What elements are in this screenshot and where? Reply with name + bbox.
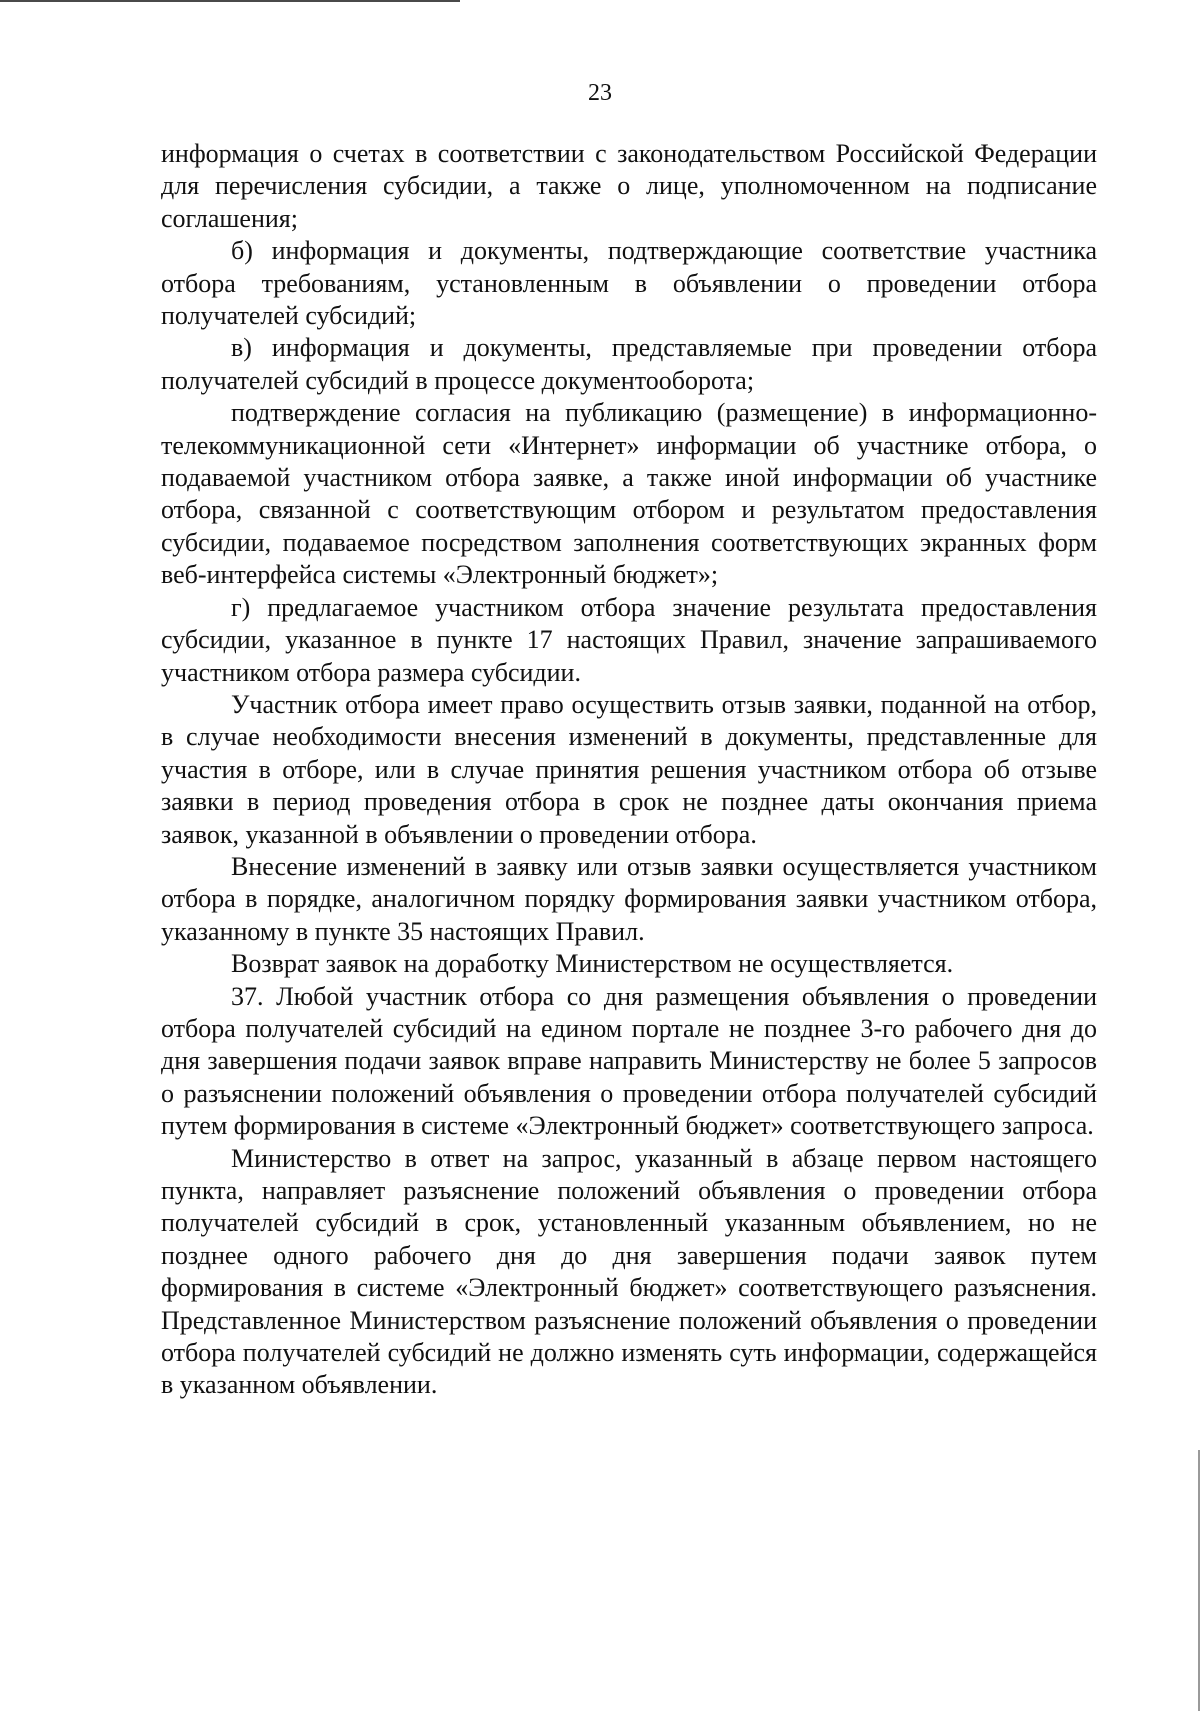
paragraph-item-b: б) информация и документы, подтверждающие соответствие участника отбора требованиям, установленным в объявлении о проведении отбора получателей субсидий; bbox=[161, 236, 1097, 331]
paragraph-ministry-response: Министерство в ответ на запрос, указанный в абзаце первом настоящего пункта, направляет разъяснение положений объявления о проведении отбора получателей субсидий в срок, установленный указанным объявлением, но не позднее одного рабочего дня до дня завершения подачи заявок путем формирования в системе «Электронный бюджет» соответствующего разъяснения. Представленное Министерством разъяснение положений объявления о проведении отбора получателей субсидий не должно изменять суть информации, содержащейся в указанном объявлении. bbox=[161, 1143, 1097, 1400]
paragraph-amendments: Внесение изменений в заявку или отзыв заявки осуществляется участником отбора в порядке, аналогичном порядку формирования заявки участником отбора, указанному в пункте 35 настоящих Правил. bbox=[161, 851, 1097, 946]
paragraph-continued: информация о счетах в соответствии с законодательством Российской Федерации для перечисления субсидии, а также о лице, уполномоченном на подписание соглашения; bbox=[161, 139, 1097, 233]
paragraph-no-return: Возврат заявок на доработку Министерством не осуществляется. bbox=[231, 949, 954, 979]
page-number: 23 bbox=[588, 80, 612, 106]
scan-edge-top bbox=[0, 0, 460, 2]
paragraph-item-v: в) информация и документы, представляемые при проведении отбора получателей субсидий в процессе документооборота; bbox=[161, 333, 1097, 395]
paragraph-item-g: г) предлагаемое участником отбора значение результата предоставления субсидии, указанное в пункте 17 настоящих Правил, значение запрашиваемого участником отбора размера субсидии. bbox=[161, 592, 1097, 687]
paragraph-clause-37: 37. Любой участник отбора со дня размещения объявления о проведении отбора получателей субсидий на едином портале не позднее 3-го рабочего дня до дня завершения подачи заявок вправе направить Министерству не более 5 запросов о разъяснении положений объявления о проведении отбора получателей субсидий путем формирования в системе «Электронный бюджет» соответствующего запроса. bbox=[161, 981, 1097, 1141]
document-body bbox=[161, 138, 1097, 1402]
paragraph-consent: подтверждение согласия на публикацию (размещение) в информационно-телекоммуникационной сети «Интернет» информации об участнике отбора, о подаваемой участником отбора заявке, а также иной информации об участнике отбора, связанной с соответствующим отбором и результатом предоставления субсидии, подаваемое посредством заполнения соответствующих экранных форм веб-интерфейса системы «Электронный бюджет»; bbox=[161, 398, 1097, 590]
paragraph-withdrawal-right: Участник отбора имеет право осуществить отзыв заявки, поданной на отбор, в случае необходимости внесения изменений в документы, представленные для участия в отборе, или в случае принятия решения участником отбора об отзыве заявки в период проведения отбора в срок не позднее даты окончания приема заявок, указанной в объявлении о проведении отбора. bbox=[161, 689, 1097, 849]
